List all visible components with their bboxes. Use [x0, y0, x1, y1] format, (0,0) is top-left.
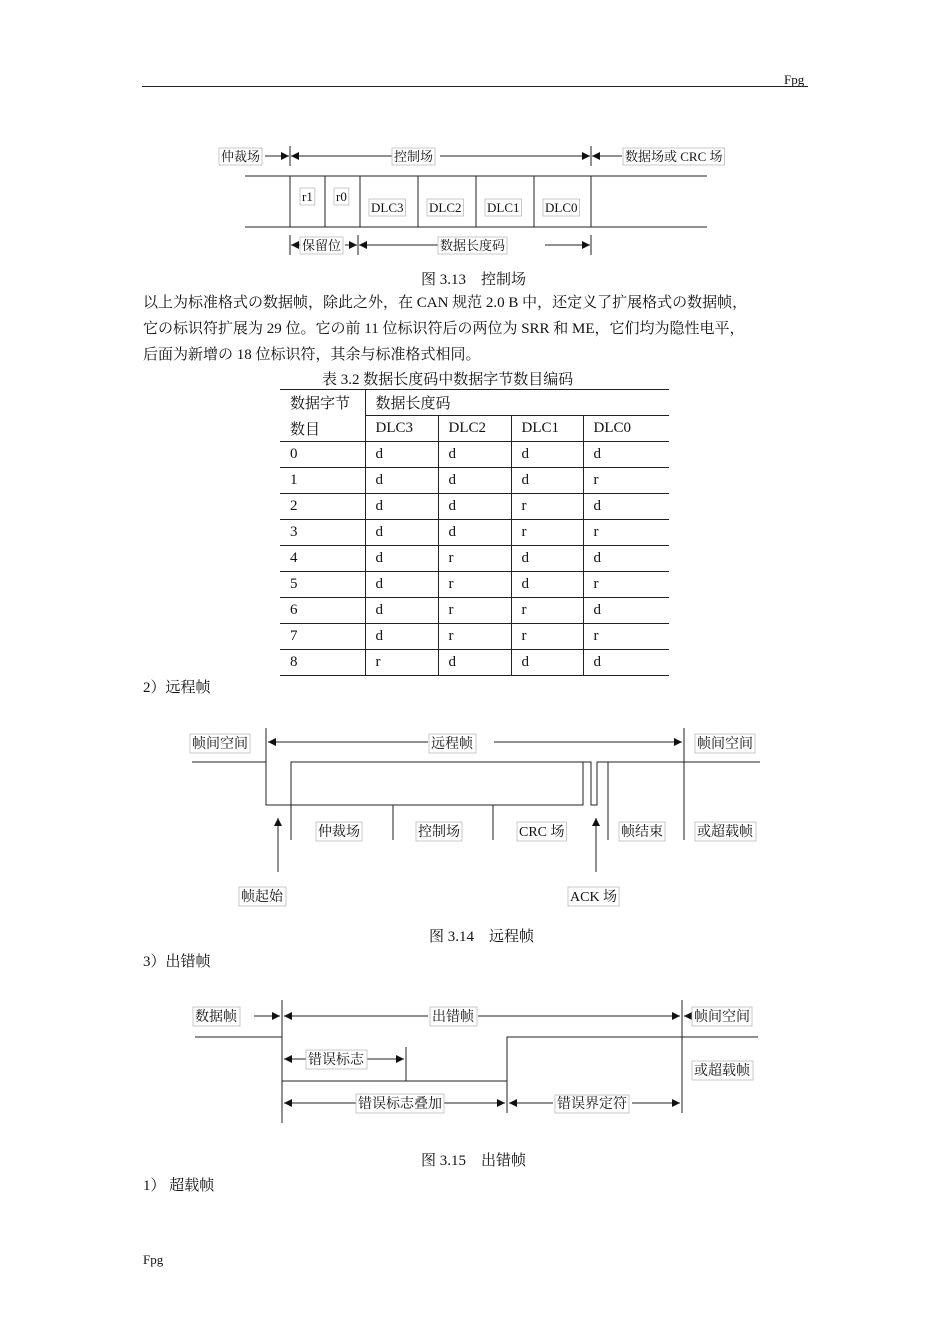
interframe-space-right-label: 帧间空间: [697, 737, 753, 752]
table-cell: 6: [280, 598, 365, 624]
table-cell: d: [511, 468, 583, 494]
section-error-frame: 3）出错帧: [143, 954, 211, 970]
table-cell: r: [583, 468, 669, 494]
table-row: [280, 650, 669, 676]
table-row: [280, 520, 669, 546]
arbitration-field-label: 仲裁场: [318, 825, 360, 840]
table-cell: 1: [280, 468, 365, 494]
section-remote-frame: 2）远程帧: [143, 680, 211, 696]
table-header-cell: DLC0: [583, 416, 669, 442]
end-of-frame-label: 帧结束: [621, 825, 663, 840]
table-cell: 2: [280, 494, 365, 520]
dlc2-label: DLC2: [429, 200, 462, 215]
error-delimiter-label: 错误界定符: [557, 1097, 627, 1112]
control-field-label: 控制场: [394, 149, 434, 164]
table-cell: r: [583, 572, 669, 598]
data-frame-label: 数据帧: [195, 1010, 237, 1025]
table-cell: r: [438, 624, 511, 650]
table-cell: d: [365, 624, 438, 650]
dlc0-label: DLC0: [545, 200, 578, 215]
table-cell: r: [438, 546, 511, 572]
control-field-label: 控制场: [418, 825, 460, 840]
table-row: [280, 494, 669, 520]
figure-3-15-caption: 图 3.15 出错帧: [421, 1153, 527, 1169]
reserved-bits-label: 保留位: [302, 238, 342, 253]
table-cell: r: [583, 624, 669, 650]
figure-3-14-caption: 图 3.14 远程帧: [429, 929, 535, 945]
paragraph-line: 以上为标准格式の数据帧，除此之外，在 CAN 规范 2.0 B 中，还定义了扩展格式の数据帧，: [143, 295, 748, 311]
table-header-cell: DLC3: [365, 416, 438, 442]
table-cell: d: [583, 494, 669, 520]
data-crc-field-label: 数据场或 CRC 场: [625, 149, 723, 164]
table-cell: d: [511, 572, 583, 598]
table-cell: d: [583, 650, 669, 676]
table-cell: 7: [280, 624, 365, 650]
table-cell: d: [511, 650, 583, 676]
table-cell: d: [438, 442, 511, 468]
table-row: [280, 572, 669, 598]
interframe-space-label: 帧间空间: [694, 1010, 750, 1025]
table-cell: r: [583, 520, 669, 546]
table-header-cell: 数目: [280, 416, 365, 442]
table-cell: d: [438, 468, 511, 494]
table-cell: 4: [280, 546, 365, 572]
table-cell: d: [365, 546, 438, 572]
paragraph-line: 它の标识符扩展为 29 位。它の前 11 位标识符后の两位为 SRR 和 ME，它们均为隐性电平，: [143, 321, 745, 337]
table-cell: r: [438, 598, 511, 624]
table-cell: r: [365, 650, 438, 676]
page-header: Fpg: [784, 72, 805, 87]
crc-field-label: CRC 场: [519, 825, 565, 840]
table-cell: d: [583, 442, 669, 468]
dlc-label: 数据长度码: [440, 238, 506, 253]
figure-3-13-caption: 图 3.13 控制场: [421, 272, 527, 288]
table-cell: d: [365, 468, 438, 494]
table-cell: d: [365, 598, 438, 624]
error-flag-label: 错误标志: [308, 1053, 364, 1068]
table-cell: r: [511, 624, 583, 650]
r1-label: r1: [302, 189, 313, 204]
ack-field-label: ACK 场: [570, 890, 618, 905]
table-header-cell: 数据字节: [280, 390, 365, 416]
table-cell: r: [438, 572, 511, 598]
table-caption: 表 3.2 数据长度码中数据字节数目编码: [322, 372, 574, 388]
table-cell: r: [511, 598, 583, 624]
remote-frame-label: 远程帧: [431, 737, 473, 752]
table-cell: 8: [280, 650, 365, 676]
start-of-frame-label: 帧起始: [241, 890, 283, 905]
table-cell: d: [365, 572, 438, 598]
overload-frame-label: 或超载帧: [697, 825, 753, 840]
figure-3-14: [0, 720, 950, 910]
table-cell: r: [511, 494, 583, 520]
error-frame-label: 出错帧: [432, 1010, 474, 1025]
page-footer: Fpg: [143, 1252, 164, 1267]
table-cell: d: [583, 598, 669, 624]
dlc-table: [280, 389, 669, 676]
table-cell: d: [438, 494, 511, 520]
table-cell: 0: [280, 442, 365, 468]
table-cell: d: [365, 494, 438, 520]
table-cell: d: [583, 546, 669, 572]
overload-frame-label: 或超载帧: [694, 1064, 750, 1079]
dlc3-label: DLC3: [371, 200, 404, 215]
table-row: [280, 468, 669, 494]
table-cell: 3: [280, 520, 365, 546]
table-cell: r: [511, 520, 583, 546]
arbitration-field-label: 仲裁场: [221, 149, 261, 164]
body-paragraph: [143, 290, 813, 368]
figure-3-15: [0, 995, 950, 1135]
table-cell: d: [511, 442, 583, 468]
table-cell: 5: [280, 572, 365, 598]
dlc1-label: DLC1: [487, 200, 520, 215]
paragraph-line: 后面为新增の 18 位标识符，其余与标准格式相同。: [143, 347, 481, 363]
table-row: [280, 598, 669, 624]
table-row: [280, 442, 669, 468]
table-cell: d: [438, 520, 511, 546]
figure-3-13: [0, 0, 950, 290]
table-cell: d: [365, 520, 438, 546]
table-header-cell: 数据长度码: [365, 390, 669, 416]
table-row: [280, 546, 669, 572]
interframe-space-left-label: 帧间空间: [192, 737, 248, 752]
table-cell: d: [438, 650, 511, 676]
table-cell: d: [511, 546, 583, 572]
table-row: [280, 624, 669, 650]
table-cell: d: [365, 442, 438, 468]
error-flag-superposition-label: 错误标志叠加: [358, 1097, 442, 1112]
r0-label: r0: [336, 189, 347, 204]
table-header-cell: DLC2: [438, 416, 511, 442]
section-overload-frame: 1） 超载帧: [143, 1178, 215, 1194]
table-header-cell: DLC1: [511, 416, 583, 442]
